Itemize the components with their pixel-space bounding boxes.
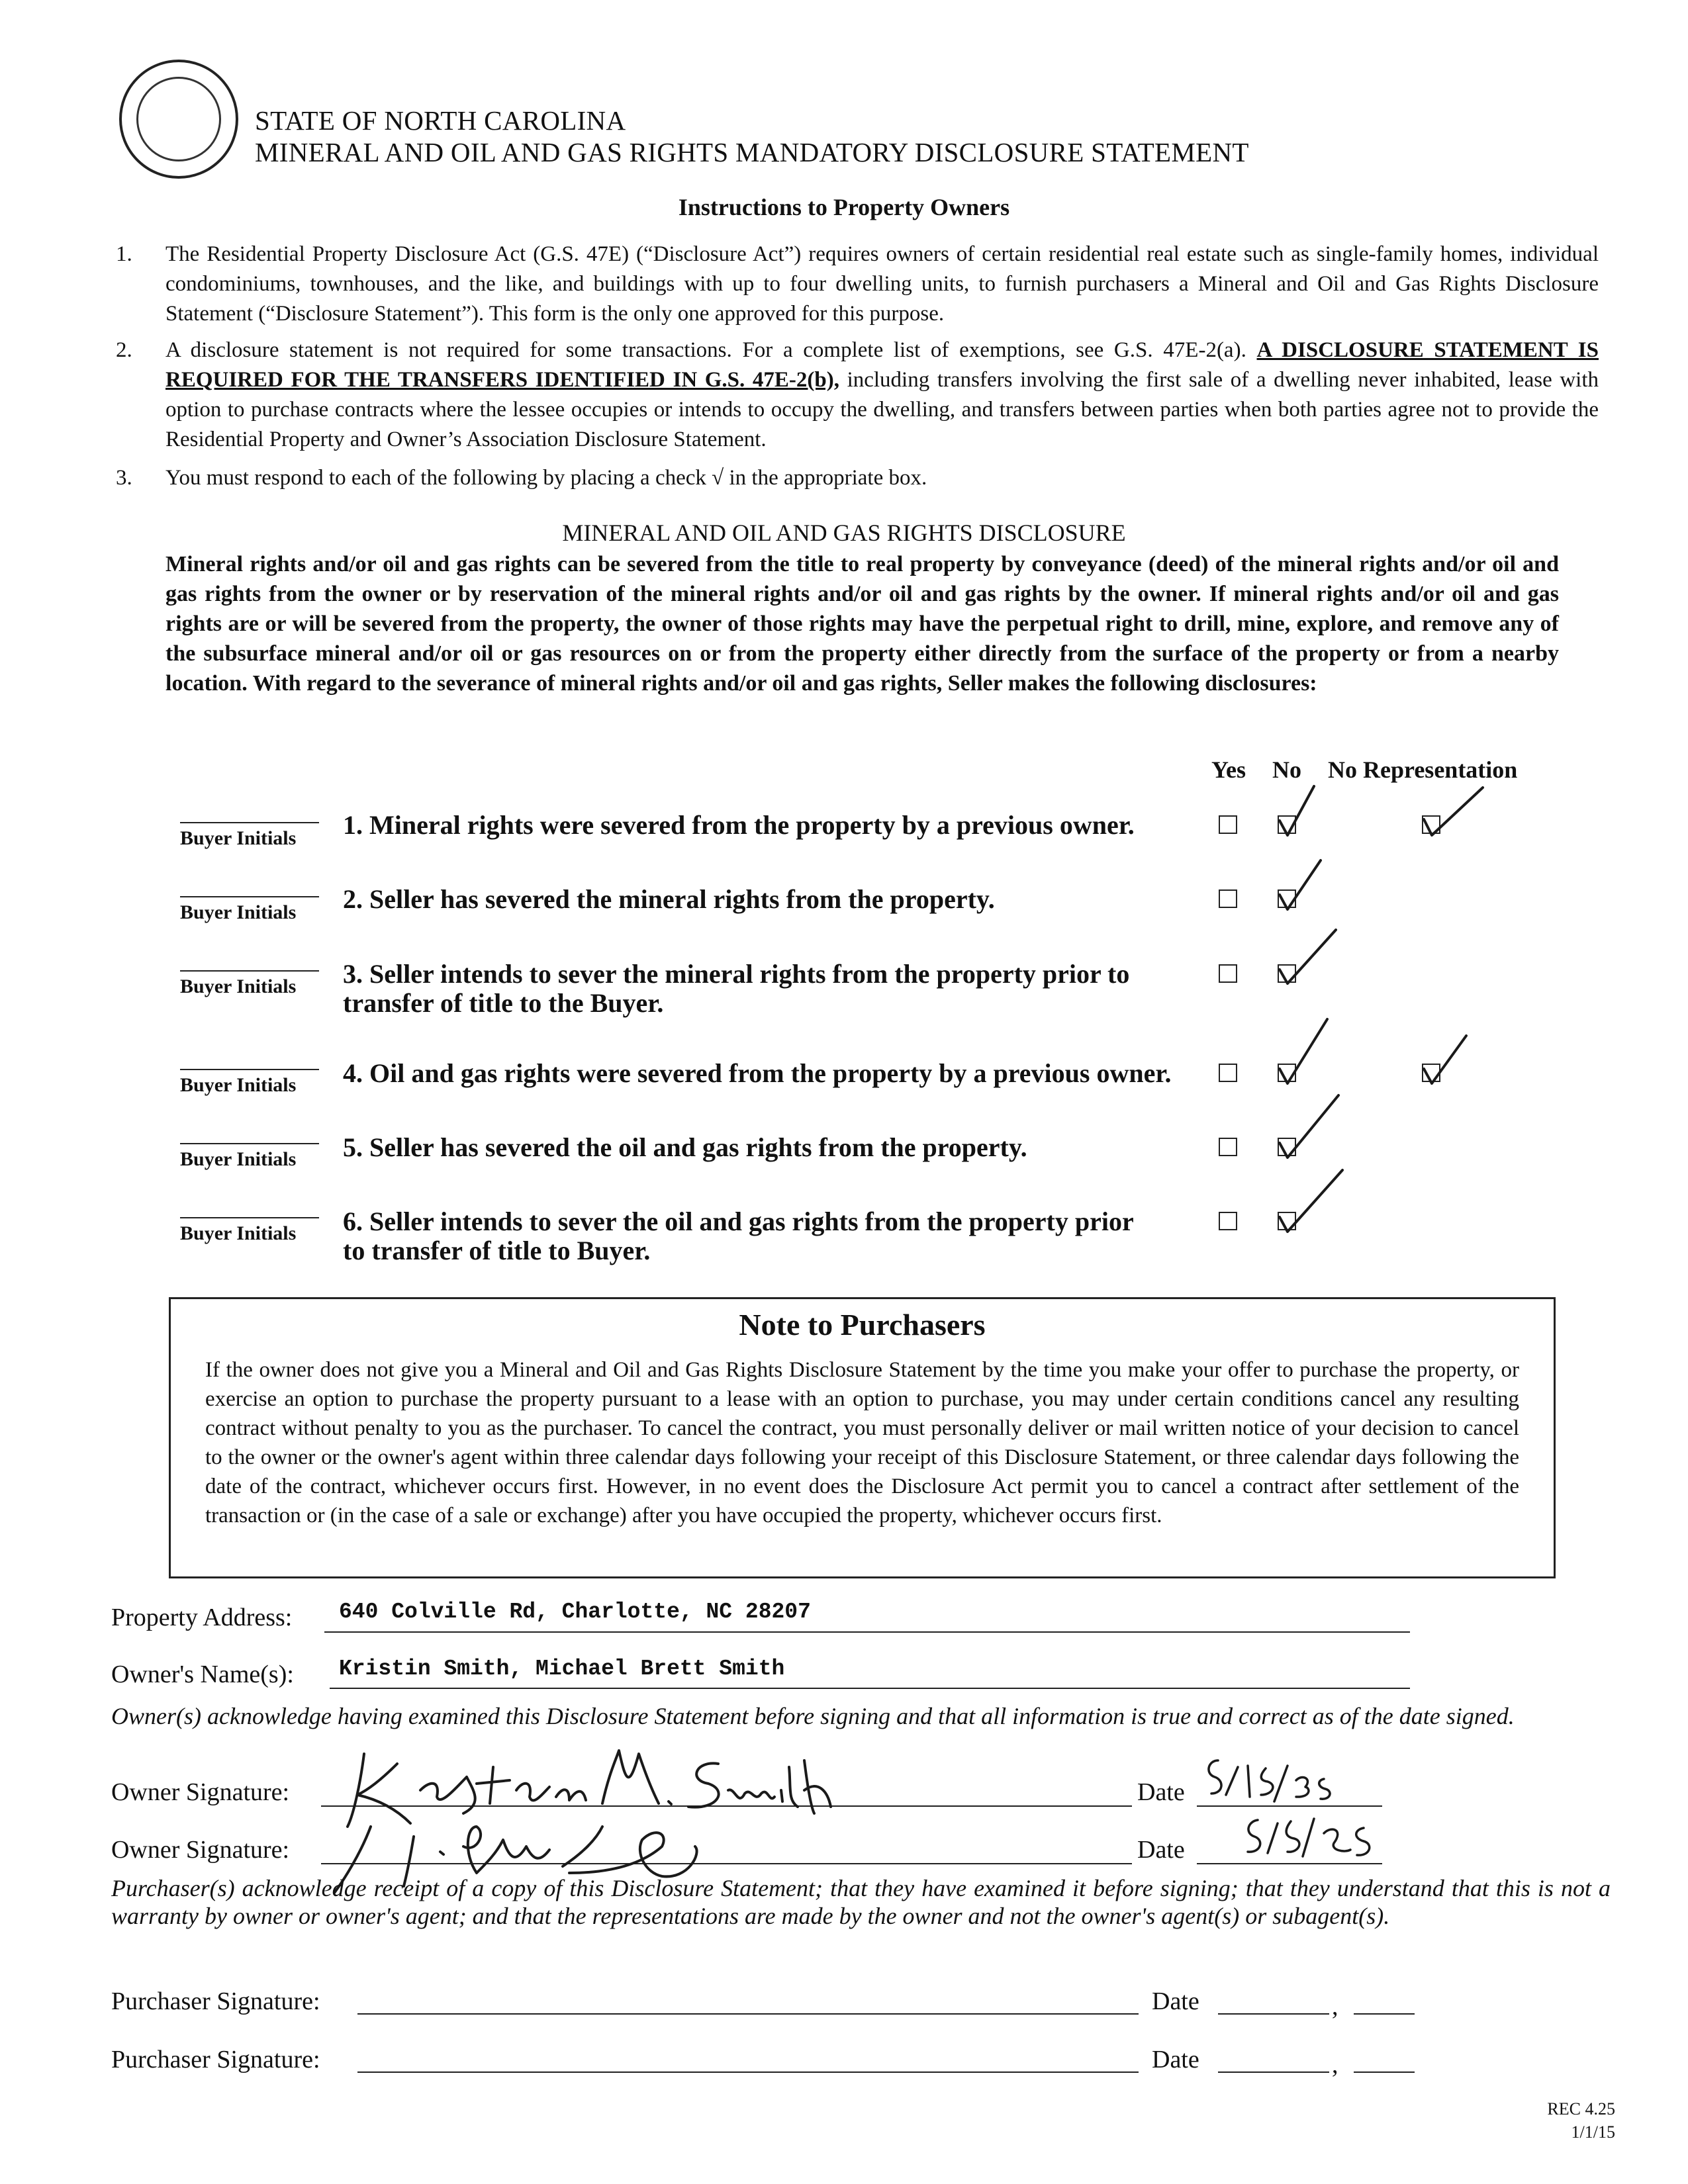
instruction-number: 1.: [116, 242, 132, 266]
instruction-2-rest: including transfers involving the first sale of a dwelling never inhabited, lease with option to purchase contracts where the lessee occupies or intends to occupy the dwelling, and transfers between parties when both parties agree not to provide the Residential Property and Owner’s Association Disclosure Statement.: [165, 368, 1599, 451]
question-1-text: 1. Mineral rights were severed from the property by a previous owner.: [343, 810, 1135, 840]
purchaser-2-date-line[interactable]: [1218, 2071, 1329, 2073]
owner-2-date-handwriting: [1248, 1819, 1370, 1856]
title-line-2: MINERAL AND OIL AND GAS RIGHTS MANDATORY DISCLOSURE STATEMENT: [255, 137, 1249, 167]
owner-1-date-handwriting: [1209, 1760, 1330, 1801]
instruction-number: 3.: [116, 466, 132, 490]
question-3-text-line2: transfer of title to the Buyer.: [343, 988, 664, 1018]
owner-signature-label: Owner Signature:: [111, 1778, 290, 1806]
instruction-1-text: The Residential Property Disclosure Act (G.S. 47E) (“Disclosure Act”) requires owners of certain residential real estate such as single-family homes, individual condominiums, townhouses, and the like, and buildings with up to four dwelling units, to furnish purchasers a Mineral and Oil and Gas Rights Disclosure Statement (“Disclosure Statement”). This form is the only one approved for this purpose.: [165, 242, 1599, 326]
question-4-text: 4. Oil and gas rights were severed from the property by a previous owner.: [343, 1058, 1172, 1088]
buyer-initials-label: Buyer Initials: [180, 1074, 297, 1096]
purchaser-1-year-line[interactable]: [1354, 2013, 1415, 2015]
question-6-text-line1: 6. Seller intends to sever the oil and gas rights from the property prior: [343, 1206, 1134, 1236]
purchaser-signature-label: Purchaser Signature:: [111, 1987, 320, 2015]
column-yes-header: Yes: [1211, 756, 1246, 783]
title-line-1: STATE OF NORTH CAROLINA: [255, 105, 626, 136]
column-no-header: No: [1272, 756, 1301, 783]
property-address-field[interactable]: 640 Colville Rd, Charlotte, NC 28207: [339, 1600, 811, 1624]
purchaser-1-date-line[interactable]: [1218, 2013, 1329, 2015]
form-number: REC 4.25: [1547, 2099, 1615, 2118]
form-date: 1/1/15: [1571, 2122, 1615, 2142]
purchaser-signature-1-line[interactable]: [357, 2013, 1139, 2015]
instruction-2-emphasis: A DISCLOSURE STATEMENT IS REQUIRED FOR THE TRANSFERS IDENTIFIED IN G.S. 47E-2(b),: [165, 338, 1599, 392]
buyer-initials-label: Buyer Initials: [180, 827, 297, 849]
owners-name-field[interactable]: Kristin Smith, Michael Brett Smith: [339, 1657, 785, 1681]
question-2-text: 2. Seller has severed the mineral rights from the property.: [343, 884, 995, 914]
note-title: Note to Purchasers: [739, 1308, 986, 1342]
column-no-representation-header: No Representation: [1328, 756, 1518, 783]
buyer-initials-label: Buyer Initials: [180, 976, 297, 997]
purchaser-signature-2-line[interactable]: [357, 2071, 1139, 2073]
owner-1-date-label: Date: [1137, 1778, 1185, 1806]
property-address-label: Property Address:: [111, 1604, 293, 1631]
buyer-initials-label: Buyer Initials: [180, 901, 297, 923]
disclosure-body: Mineral rights and/or oil and gas rights can be severed from the title to real property by conveyance (deed) of the mineral rights and/or oil and gas rights from the owner or by reservation of the mineral rights and/or oil and gas rights by the owner. If mineral rights and/or oil and gas rights are or will be severed from the property, the owner of those rights may have the perpetual right to drill, mine, explore, and remove any of the subsurface mineral and/or oil or gas resources on or from the property either directly from the surface of the property or from a nearby location. With regard to the severance of mineral rights and/or oil and gas rights, Seller makes the following disclosures:: [165, 552, 1559, 696]
purchaser-2-date-label: Date: [1152, 2046, 1199, 2073]
owner-acknowledgement: Owner(s) acknowledge having examined this Disclosure Statement before signing and that all information is true and correct as of the date signed.: [111, 1703, 1515, 1729]
owner-2-date-label: Date: [1137, 1836, 1185, 1864]
purchaser-2-year-line[interactable]: [1354, 2071, 1415, 2073]
date-comma: ,: [1332, 2051, 1338, 2079]
question-5-text: 5. Seller has severed the oil and gas rights from the property.: [343, 1132, 1027, 1162]
buyer-initials-label: Buyer Initials: [180, 1222, 297, 1244]
instruction-3-text: You must respond to each of the following by placing a check √ in the appropriate box.: [165, 466, 927, 490]
question-6-text-line2: to transfer of title to Buyer.: [343, 1236, 651, 1265]
purchaser-signature-label: Purchaser Signature:: [111, 2046, 320, 2073]
instructions-heading: Instructions to Property Owners: [678, 194, 1010, 220]
note-body: If the owner does not give you a Mineral and Oil and Gas Rights Disclosure Statement by the time you make your offer to purchase the property, or exercise an option to purchase the property pursuant to a lease with an option to purchase, you may under certain conditions cancel any resulting contract without penalty to you as the purchaser. To cancel the contract, you must personally deliver or mail written notice of your decision to cancel to the owner or the owner's agent within three calendar days following your receipt of this Disclosure Statement, or three calendar days following the date of the contract, whichever occurs first. However, in no event does the Disclosure Act permit you to cancel a contract after settlement of the transaction or (in the case of a sale or exchange) after you have occupied the property, whichever occurs first.: [205, 1358, 1519, 1527]
purchaser-acknowledgement: Purchaser(s) acknowledge receipt of a copy of this Disclosure Statement; that they have examined it before signing; that they understand that this is not a warranty by owner or owner's agent; and that the representations are made by the owner and not the owner's agent(s) or subagent(s).: [111, 1875, 1611, 1929]
owner-signature-label: Owner Signature:: [111, 1836, 290, 1864]
buyer-initials-label: Buyer Initials: [180, 1148, 297, 1170]
instruction-2-intro: A disclosure statement is not required for some transactions. For a complete list of exemptions, see G.S. 47E-2(a).: [165, 338, 1257, 362]
owner-1-signature-image: [348, 1751, 831, 1827]
purchaser-1-date-label: Date: [1152, 1987, 1199, 2015]
owners-name-label: Owner's Name(s):: [111, 1661, 294, 1688]
disclosure-heading: MINERAL AND OIL AND GAS RIGHTS DISCLOSURE: [562, 520, 1126, 546]
question-3-text-line1: 3. Seller intends to sever the mineral rights from the property prior to: [343, 959, 1130, 989]
date-comma: ,: [1332, 1993, 1338, 2021]
instruction-number: 2.: [116, 338, 132, 362]
